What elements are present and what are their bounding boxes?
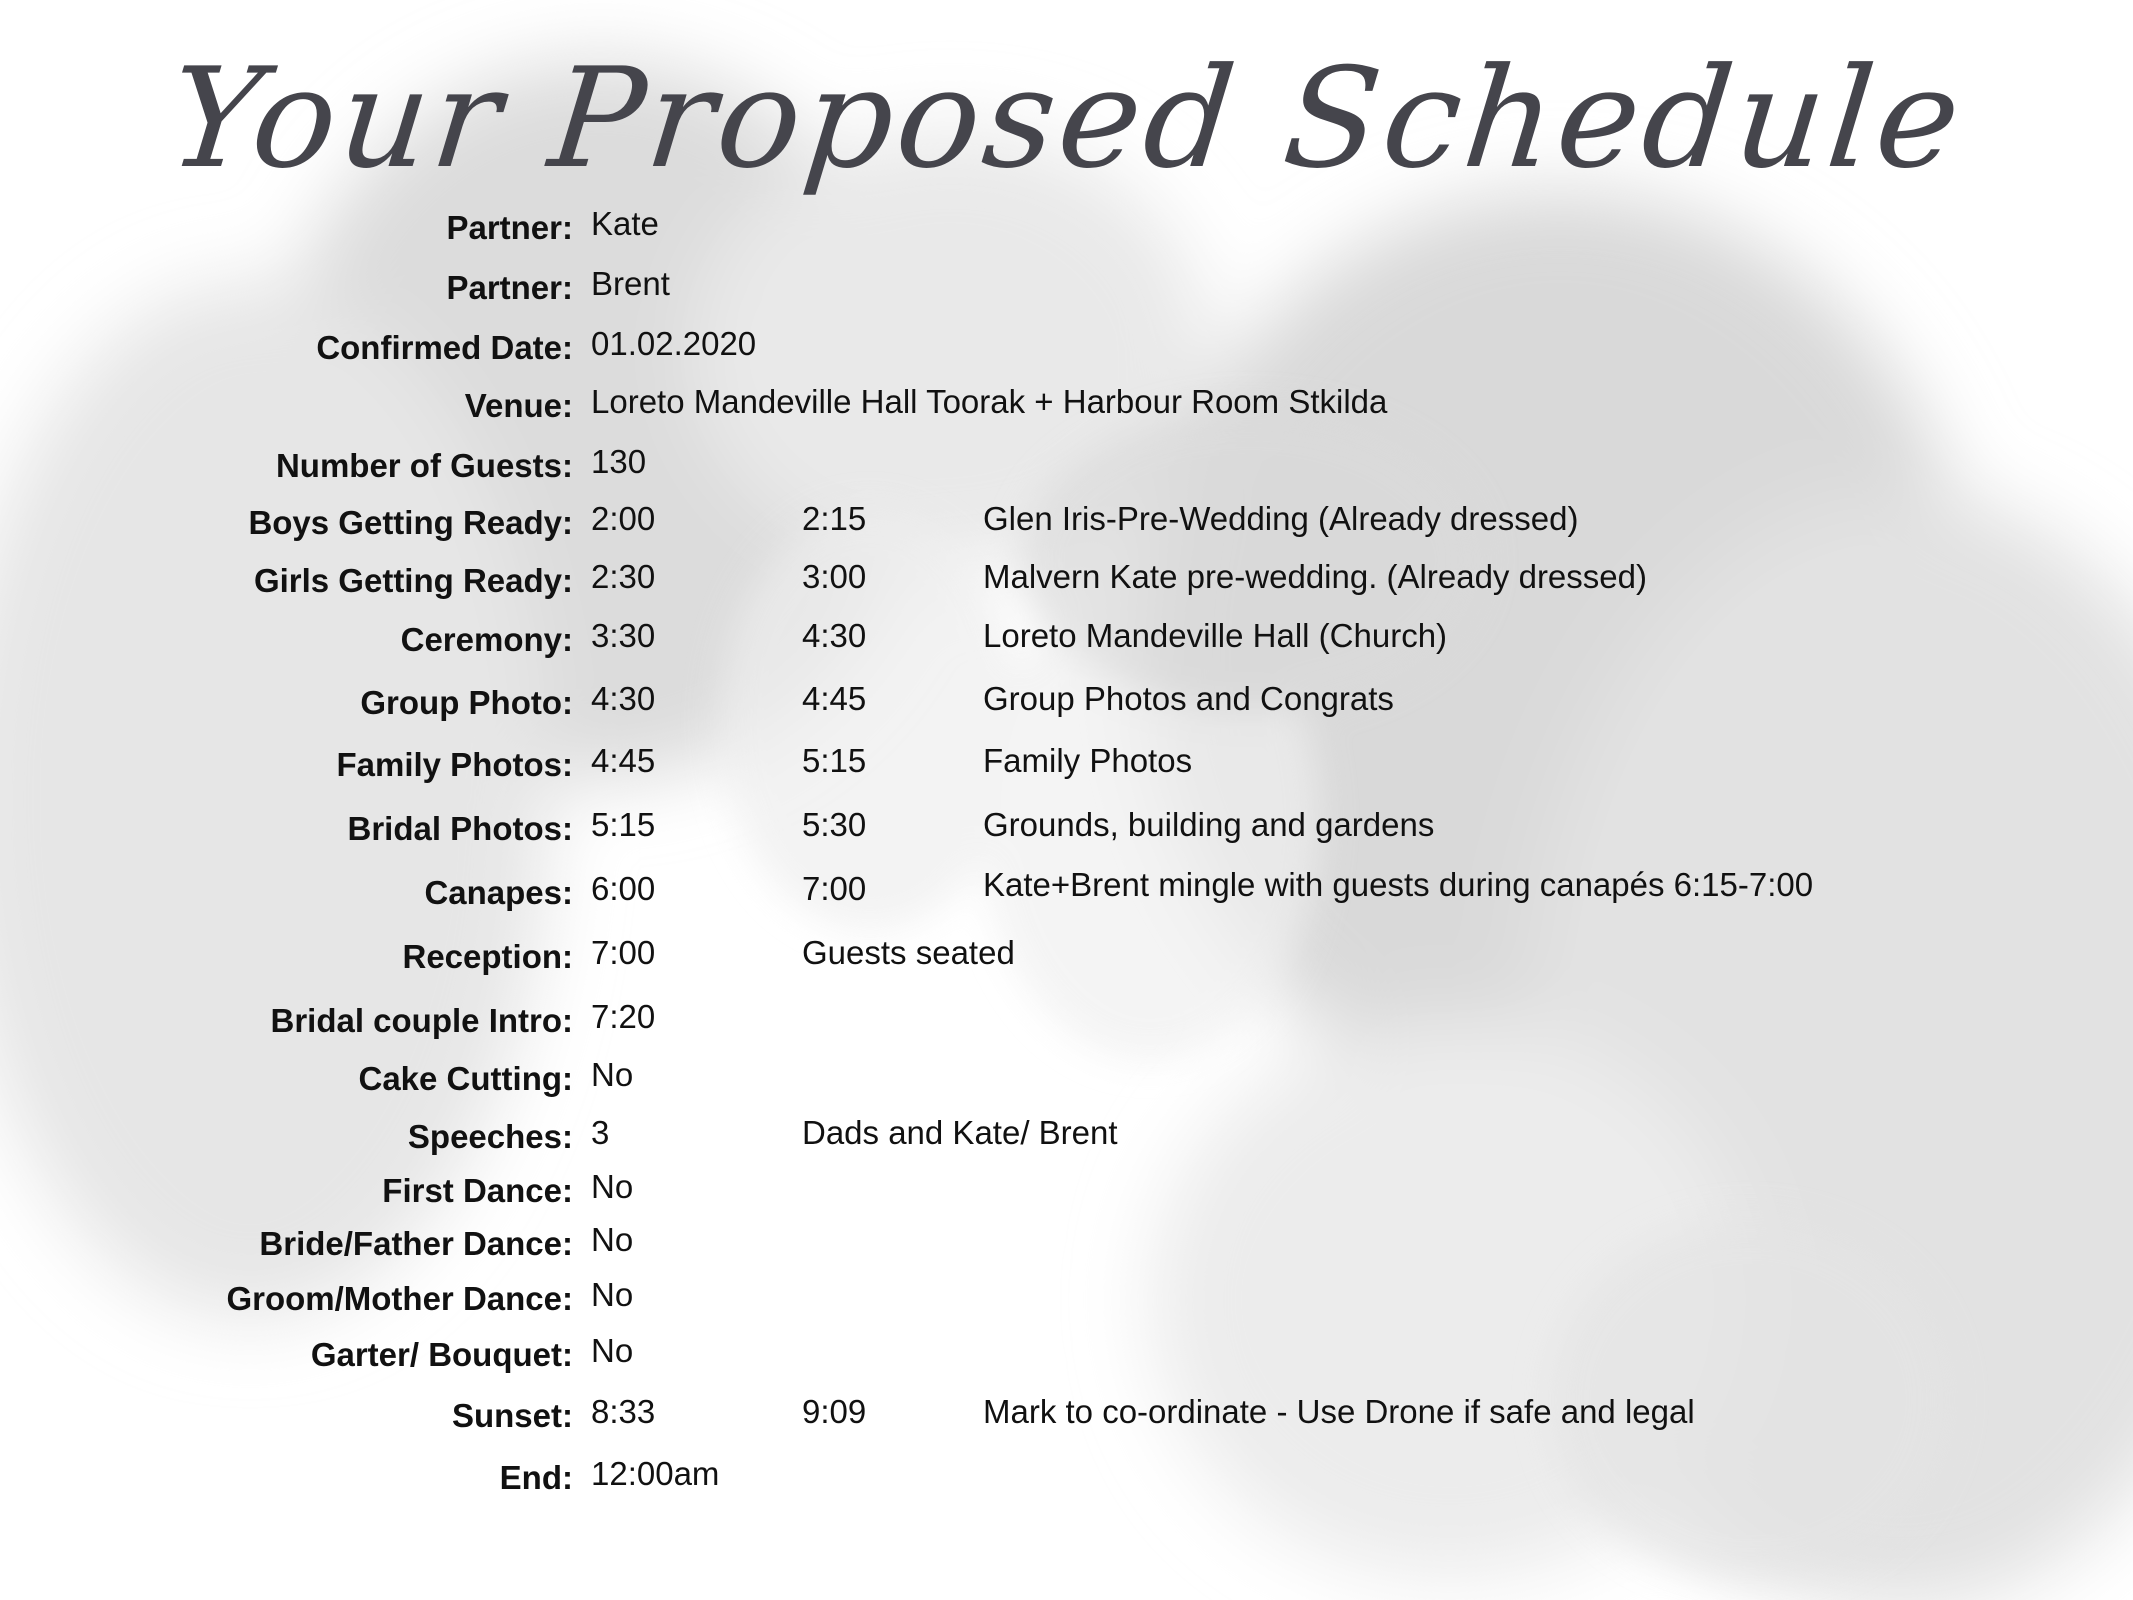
row-note: Loreto Mandeville Hall (Church) bbox=[983, 617, 1448, 654]
page-title: Your Proposed Schedule bbox=[161, 38, 1972, 199]
row-value: Loreto Mandeville Hall Toorak + Harbour Room Stkilda bbox=[591, 383, 1388, 420]
row-value: 130 bbox=[591, 443, 647, 480]
row-value: No bbox=[591, 1221, 634, 1258]
row-end-time: 5:30 bbox=[802, 806, 867, 843]
row-label: Ceremony: bbox=[400, 621, 573, 658]
row-note: Guests seated bbox=[802, 934, 1015, 971]
row-label: Number of Guests: bbox=[275, 447, 573, 484]
row-value: Kate bbox=[591, 205, 659, 242]
schedule-row-confirmed-date bbox=[0, 320, 2133, 370]
row-label: Canapes: bbox=[424, 874, 573, 911]
row-start-time: 2:00 bbox=[591, 500, 656, 537]
schedule-row-partner-1 bbox=[0, 200, 2133, 250]
row-value: 3 bbox=[591, 1114, 610, 1151]
row-value: No bbox=[591, 1056, 634, 1093]
schedule-row-cake-cutting bbox=[0, 1051, 2133, 1101]
schedule-row-family-photos bbox=[0, 737, 2133, 787]
schedule-row-bride-father-dance bbox=[0, 1216, 2133, 1266]
schedule-row-boys-getting-ready bbox=[0, 495, 2133, 545]
row-end-time: 5:15 bbox=[802, 742, 867, 779]
schedule-row-end bbox=[0, 1450, 2133, 1500]
row-end-time: 3:00 bbox=[802, 558, 867, 595]
schedule-row-venue bbox=[0, 378, 2133, 428]
row-start-time: 2:30 bbox=[591, 558, 656, 595]
row-note: Glen Iris-Pre-Wedding (Already dressed) bbox=[983, 500, 1579, 537]
schedule-row-girls-getting-ready bbox=[0, 553, 2133, 603]
schedule-row-group-photo bbox=[0, 675, 2133, 725]
row-start-time: 3:30 bbox=[591, 617, 656, 654]
row-value: No bbox=[591, 1168, 634, 1205]
schedule-row-sunset bbox=[0, 1388, 2133, 1438]
row-start-time: 8:33 bbox=[591, 1393, 656, 1430]
row-label: Speeches: bbox=[407, 1118, 573, 1155]
row-note: Mark to co-ordinate - Use Drone if safe and legal bbox=[983, 1393, 1695, 1430]
row-label: Bridal Photos: bbox=[347, 810, 573, 847]
row-note: Family Photos bbox=[983, 742, 1193, 779]
row-note: Group Photos and Congrats bbox=[983, 680, 1394, 717]
row-label: Boys Getting Ready: bbox=[248, 504, 573, 541]
row-label: Sunset: bbox=[451, 1397, 573, 1434]
row-label: Partner: bbox=[446, 209, 573, 246]
schedule-row-number-of-guests bbox=[0, 438, 2133, 488]
row-label: First Dance: bbox=[382, 1172, 573, 1209]
row-value: No bbox=[591, 1276, 634, 1313]
row-note: Grounds, building and gardens bbox=[983, 806, 1435, 843]
row-value: 7:00 bbox=[591, 934, 656, 971]
schedule-row-partner-2 bbox=[0, 260, 2133, 310]
row-value: No bbox=[591, 1332, 634, 1369]
row-value: Brent bbox=[591, 265, 670, 302]
row-start-time: 4:45 bbox=[591, 742, 656, 779]
schedule-row-bridal-couple-intro bbox=[0, 993, 2133, 1043]
row-value: 01.02.2020 bbox=[591, 325, 757, 362]
row-label: Group Photo: bbox=[360, 684, 573, 721]
row-end-time: 4:45 bbox=[802, 680, 867, 717]
row-end-time: 7:00 bbox=[802, 870, 867, 907]
schedule-row-bridal-photos bbox=[0, 801, 2133, 851]
schedule-row-groom-mother-dance bbox=[0, 1271, 2133, 1321]
row-end-time: 4:30 bbox=[802, 617, 867, 654]
schedule-row-canapes bbox=[0, 865, 2133, 915]
row-label: Partner: bbox=[446, 269, 573, 306]
row-start-time: 6:00 bbox=[591, 870, 656, 907]
row-label: Cake Cutting: bbox=[358, 1060, 573, 1097]
row-label: Venue: bbox=[464, 387, 573, 424]
row-note: Malvern Kate pre-wedding. (Already dressed) bbox=[983, 558, 1647, 595]
schedule-row-first-dance bbox=[0, 1163, 2133, 1213]
row-note: Kate+Brent mingle with guests during canapés 6:15-7:00 bbox=[983, 866, 1814, 903]
row-label: Bridal couple Intro: bbox=[270, 1002, 573, 1039]
row-value: 12:00am bbox=[591, 1455, 720, 1492]
row-label: Garter/ Bouquet: bbox=[310, 1336, 573, 1373]
row-value: 7:20 bbox=[591, 998, 656, 1035]
row-label: Girls Getting Ready: bbox=[253, 562, 573, 599]
row-label: Bride/Father Dance: bbox=[259, 1225, 573, 1262]
row-label: Reception: bbox=[402, 938, 573, 975]
schedule-row-speeches bbox=[0, 1109, 2133, 1159]
row-end-time: 2:15 bbox=[802, 500, 867, 537]
schedule-row-ceremony bbox=[0, 612, 2133, 662]
row-end-time: 9:09 bbox=[802, 1393, 867, 1430]
row-label: Groom/Mother Dance: bbox=[226, 1280, 573, 1317]
row-note: Dads and Kate/ Brent bbox=[802, 1114, 1118, 1151]
row-label: Family Photos: bbox=[336, 746, 573, 783]
schedule-row-garter-bouquet bbox=[0, 1327, 2133, 1377]
schedule-row-reception bbox=[0, 929, 2133, 979]
row-start-time: 5:15 bbox=[591, 806, 656, 843]
row-label: End: bbox=[499, 1459, 573, 1496]
row-start-time: 4:30 bbox=[591, 680, 656, 717]
row-label: Confirmed Date: bbox=[316, 329, 573, 366]
